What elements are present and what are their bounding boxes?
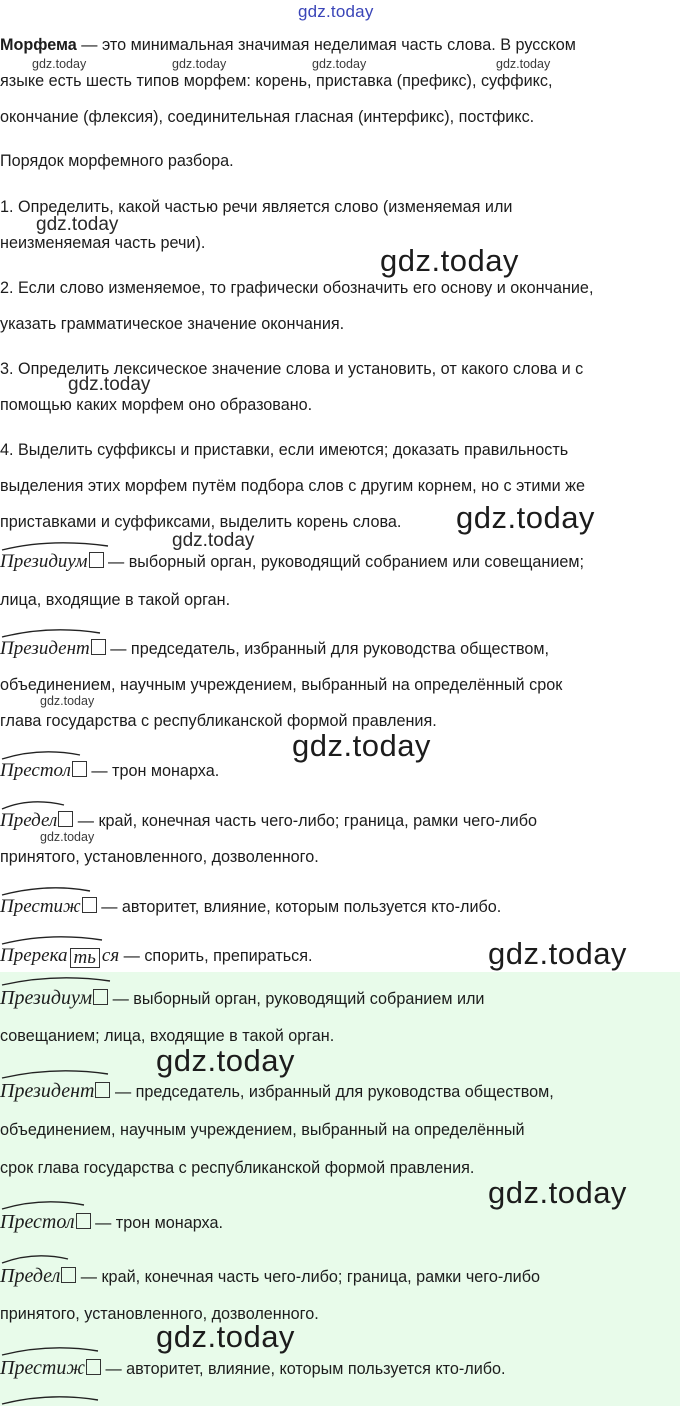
word-b-prestol: Престол — трон монарха. — [0, 1211, 223, 1233]
postfix: ся — [101, 945, 120, 966]
root-arc — [2, 937, 102, 944]
order-title: Порядок морфемного разбора. — [0, 152, 234, 170]
step-3-line-2: помощью каких морфем оно образовано. — [0, 396, 313, 414]
word-root: Президент — [0, 1080, 95, 1102]
word-a-prestol: Престол — трон монарха. — [0, 760, 220, 781]
watermark: gdz.today — [292, 728, 431, 763]
word-a-prerekatsya: Пререка ть ся — спорить, препираться. — [0, 945, 313, 968]
word-b-prestizh: Престиж — авторитет, влияние, которым пользуется кто-либо. — [0, 1357, 506, 1379]
word-root: Престиж — [0, 896, 81, 917]
root-arc — [2, 1202, 84, 1209]
term-morpheme: Морфема — [0, 36, 77, 54]
watermark: gdz.today — [496, 57, 551, 71]
watermark: gdz.today — [312, 57, 367, 71]
watermark: gdz.today — [40, 694, 95, 708]
word-a-predel: Предел — край, конечная часть чего-либо; граница, рамки чего-либо — [0, 810, 537, 831]
word-a-presidium: Президиум — выборный орган, руководящий собранием или совещанием; — [0, 551, 584, 572]
root-arc — [2, 630, 100, 637]
root-arc — [2, 1397, 98, 1404]
root-arc — [2, 543, 108, 550]
intro-line-3: окончание (флексия), соединительная гласная (интерфикс), постфикс. — [0, 108, 535, 126]
watermark: gdz.today — [456, 500, 595, 535]
root-arc — [2, 1256, 68, 1263]
word-root: Пререка — [0, 945, 68, 966]
word-a-president: Президент — председатель, избранный для руководства обществом, — [0, 638, 550, 659]
root-arc — [2, 802, 64, 809]
intro-line-2: языке есть шесть типов морфем: корень, приставка (префикс), суффикс, — [0, 72, 553, 90]
step-1-line-1: 1. Определить, какой частью речи является слово (изменяемая или — [0, 198, 513, 216]
root-arc — [2, 1348, 98, 1355]
watermark: gdz.today — [488, 936, 627, 971]
step-4-line-2: выделения этих морфем путём подбора слов с другим корнем, но с этими же — [0, 477, 585, 495]
word-root: Президиум — [0, 987, 93, 1009]
word-b-predel: Предел — край, конечная часть чего-либо; граница, рамки чего-либо — [0, 1265, 540, 1287]
suffix-box: ть — [70, 948, 100, 968]
word-root: Предел — [0, 1265, 61, 1287]
watermark: gdz.today — [32, 57, 87, 71]
root-arc — [2, 1071, 108, 1078]
intro-line-1: Морфема — это минимальная значимая неделимая часть слова. В русском — [0, 36, 576, 54]
watermark: gdz.today — [68, 374, 151, 395]
root-arc — [2, 888, 90, 895]
root-arc — [2, 978, 110, 985]
step-2-line-1: 2. Если слово изменяемое, то графически обозначить его основу и окончание, — [0, 279, 594, 297]
step-2-line-2: указать грамматическое значение окончания. — [0, 315, 345, 333]
word-a-predel-line-2: принятого, установленного, дозволенного. — [0, 848, 319, 866]
word-a-president-line-3: глава государства с республиканской формой правления. — [0, 712, 437, 730]
word-b-presidium: Президиум — выборный орган, руководящий собранием или — [0, 987, 485, 1009]
word-a-prestizh: Престиж — авторитет, влияние, которым пользуется кто-либо. — [0, 896, 502, 917]
watermark: gdz.today — [40, 830, 95, 844]
word-root: Престол — [0, 1211, 75, 1233]
word-b-president-line-3: срок глава государства с республиканской формой правления. — [0, 1159, 475, 1177]
step-4-line-1: 4. Выделить суффиксы и приставки, если имеются; доказать правильность — [0, 441, 569, 459]
watermark: gdz.today — [488, 1175, 627, 1210]
root-arc — [2, 752, 80, 759]
watermark: gdz.today — [172, 530, 255, 551]
watermark: gdz.today — [380, 243, 519, 278]
word-root: Президиум — [0, 551, 88, 572]
step-4-line-3: приставками и суффиксами, выделить корень слова. — [0, 513, 402, 531]
word-b-president-line-2: объединением, научным учреждением, выбранный на определённый — [0, 1121, 525, 1139]
watermark: gdz.today — [36, 214, 119, 235]
step-3-line-1: 3. Определить лексическое значение слова и установить, от какого слова и с — [0, 360, 584, 378]
watermark: gdz.today — [156, 1319, 295, 1354]
word-root: Престол — [0, 760, 71, 781]
header-watermark: gdz.today — [298, 2, 374, 21]
watermark: gdz.today — [156, 1043, 295, 1078]
word-b-president: Президент — председатель, избранный для руководства обществом, — [0, 1080, 554, 1102]
word-b-presidium-line-2: совещанием; лица, входящие в такой орган. — [0, 1027, 335, 1045]
step-1-line-2: неизменяемая часть речи). — [0, 234, 206, 252]
word-root: Престиж — [0, 1357, 85, 1379]
word-root: Предел — [0, 810, 58, 831]
word-root: Президент — [0, 638, 90, 659]
word-b-predel-line-2: принятого, установленного, дозволенного. — [0, 1305, 319, 1323]
word-a-president-line-2: объединением, научным учреждением, выбранный на определённый срок — [0, 676, 563, 694]
watermark: gdz.today — [172, 57, 227, 71]
word-a-presidium-line-2: лица, входящие в такой орган. — [0, 591, 231, 609]
